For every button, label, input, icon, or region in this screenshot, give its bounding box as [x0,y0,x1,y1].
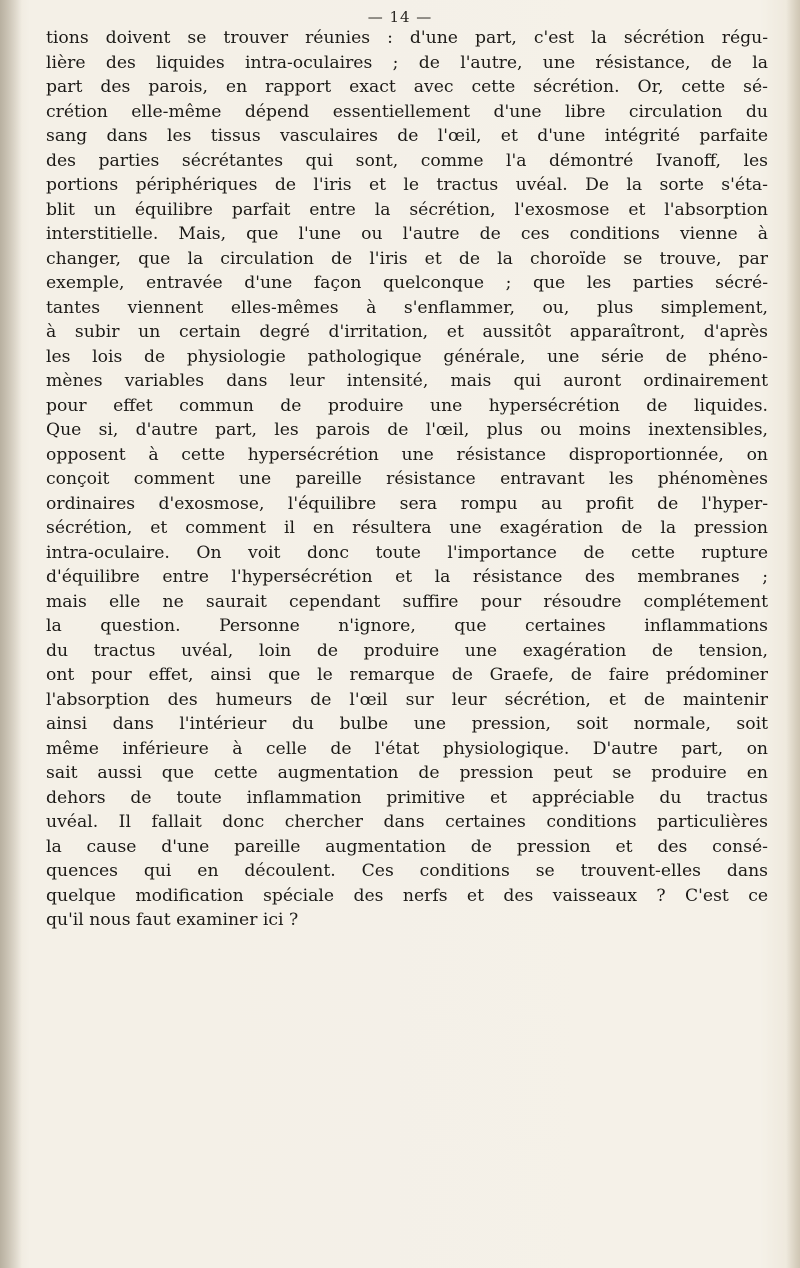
text-line: Que si, d'autre part, les parois de l'œil, plus ou moins inextensibles, [46,420,768,440]
text-line: l'absorption des humeurs de l'œil sur leur sécrétion, et de maintenir [46,689,768,710]
text-line: les lois de physiologie pathologique générale, une série de phéno- [46,346,768,367]
text-line: tions doivent se trouver réunies : d'une part, c'est la sécrétion régu- [46,28,768,48]
text-line: ordinaires d'exosmose, l'équilibre sera rompu au profit de l'hyper- [46,493,768,514]
text-line: ont pour effet, ainsi que le remarque de Graefe, de faire prédominer [46,665,768,685]
text-line: même inférieure à celle de l'état physiologique. D'autre part, on [46,738,768,759]
text-line: sang dans les tissus vasculaires de l'œil, et d'une intégrité parfaite [46,126,768,146]
page-gutter-shadow [0,0,22,1268]
body-text [46,26,768,933]
text-line: blit un équilibre parfait entre la sécrétion, l'exosmose et l'absorption [46,199,768,220]
text-line: qu'il nous faut examiner ici ? [46,910,299,930]
text-line: conçoit comment une pareille résistance entravant les phénomènes [46,469,768,489]
text-line: sécrétion, et comment il en résultera une exagération de la pression [46,518,768,538]
page-number: — 14 — [367,8,433,26]
text-line: mais elle ne saurait cependant suffire pour résoudre complétement [46,591,768,612]
text-line: ainsi dans l'intérieur du bulbe une pression, soit normale, soit [46,714,768,734]
text-line: opposent à cette hypersécrétion une résistance disproportionnée, on [46,444,768,465]
text-line: crétion elle-même dépend essentiellement d'une libre circulation du [46,101,768,122]
text-line: la question. Personne n'ignore, que certaines inflammations [46,616,768,636]
text-line: interstitielle. Mais, que l'une ou l'autre de ces conditions vienne à [46,224,768,244]
text-line: changer, que la circulation de l'iris et de la choroïde se trouve, par [46,248,768,269]
text-line: d'équilibre entre l'hypersécrétion et la résistance des membranes ; [46,567,768,587]
text-line: part des parois, en rapport exact avec cette sécrétion. Or, cette sé- [46,77,768,97]
text-line: portions périphériques de l'iris et le tractus uvéal. De la sorte s'éta- [46,175,768,195]
text-line: pour effet commun de produire une hypersécrétion de liquides. [46,395,768,416]
text-line: uvéal. Il fallait donc chercher dans certaines conditions particulières [46,812,768,832]
text-line: intra-oculaire. On voit donc toute l'importance de cette rupture [46,542,768,563]
text-line: des parties sécrétantes qui sont, comme l'a démontré Ivanoff, les [46,150,768,171]
text-line: quelque modification spéciale des nerfs et des vaisseaux ? C'est ce [46,885,768,906]
text-line: exemple, entravée d'une façon quelconque ; que les parties sécré- [46,273,768,293]
text-line: la cause d'une pareille augmentation de pression et des consé- [46,836,768,857]
text-line: mènes variables dans leur intensité, mais qui auront ordinairement [46,371,768,391]
text-line: sait aussi que cette augmentation de pression peut se produire en [46,763,768,783]
text-line: lière des liquides intra-oculaires ; de l'autre, une résistance, de la [46,52,768,73]
text-line: tantes viennent elles-mêmes à s'enflammer, ou, plus simplement, [46,297,768,318]
text-line: dehors de toute inflammation primitive et appréciable du tractus [46,787,768,808]
text-line: quences qui en découlent. Ces conditions se trouvent-elles dans [46,861,768,881]
page-edge [786,0,800,1268]
text-line: à subir un certain degré d'irritation, et aussitôt apparaîtront, d'après [46,322,768,342]
text-line: du tractus uvéal, loin de produire une exagération de tension, [46,640,768,661]
